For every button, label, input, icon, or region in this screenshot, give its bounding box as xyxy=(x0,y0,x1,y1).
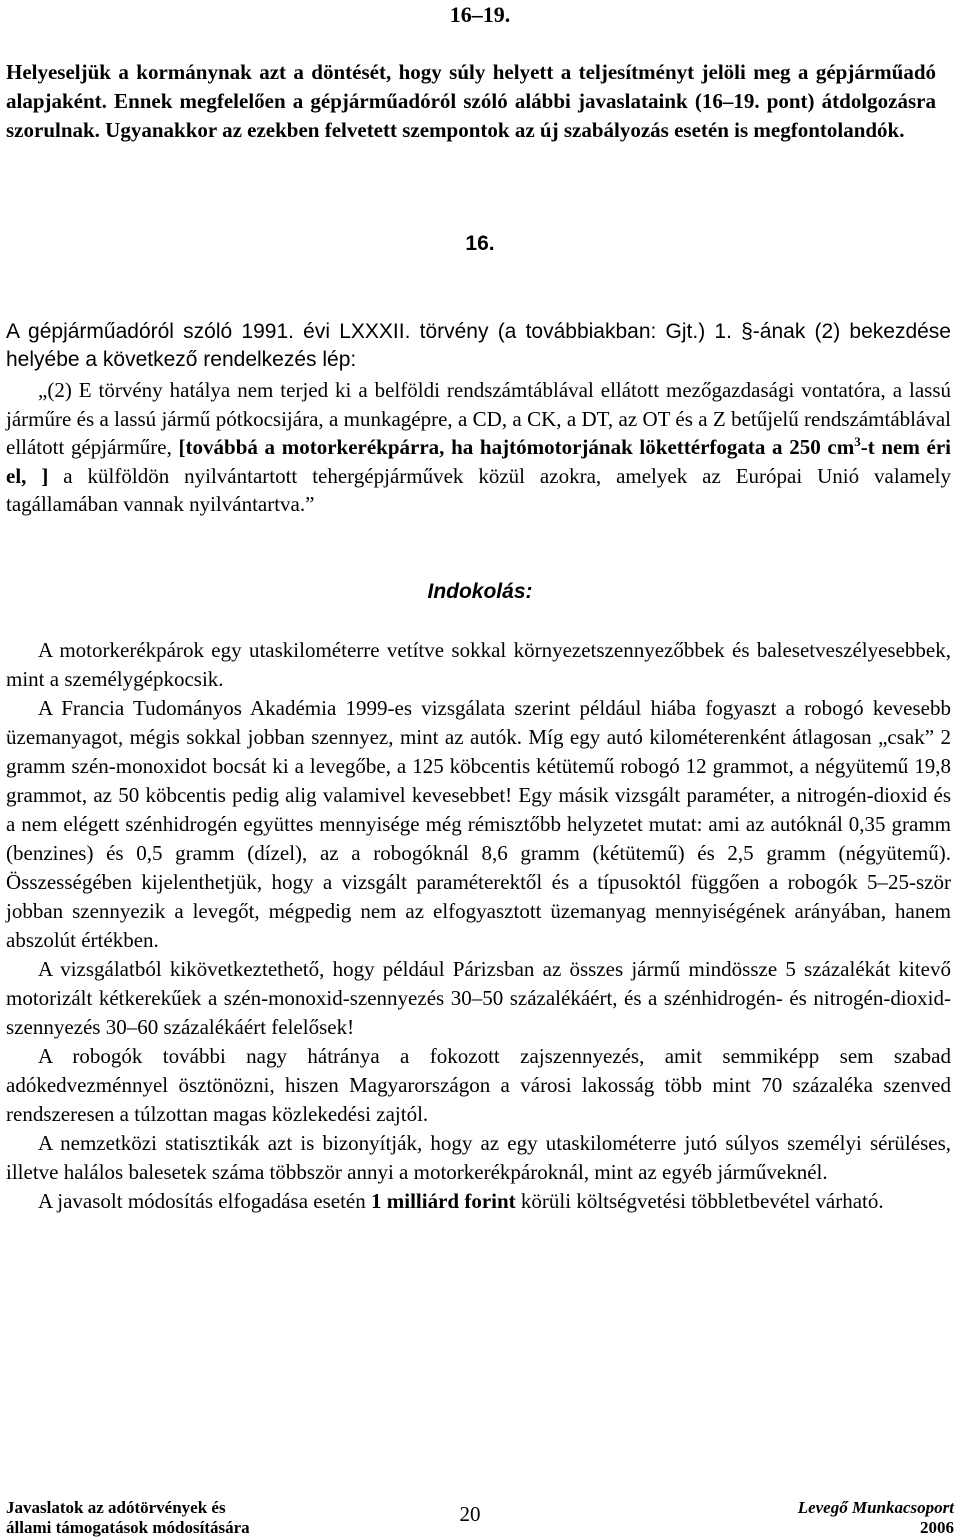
page-footer xyxy=(0,1498,960,1538)
footer-title: Javaslatok az adótörvények és állami támogatások módosítására xyxy=(6,1498,250,1537)
amount-bold: 1 milliárd forint xyxy=(371,1189,516,1213)
justification-body xyxy=(6,636,951,1216)
justification-paragraph: A Francia Tudományos Akadémia 1999-es vizsgálata szerint például hiába fogyaszt a robogó kevesebb üzemanyagot, mégis sokkal jobban szennyez, mint az autók. Míg egy autó kilométerenként átlagosan „csak” 2 gramm szén-monoxidot bocsát ki a levegőbe, a 125 köbcentis kétütemű robogó 12 grammot, a négyütemű 19,8 grammot, az 50 köbcentis pedig alig valamivel kevesebbet! Egy másik vizsgált paraméter, a nitrogén-dioxid és a nem elégett szénhidrogén együttes mennyisége még rémisztőbb helyzetet mutat: ami az autóknál 0,35 gramm (benzines) és 0,5 gramm (dízel), az a robogóknál 8,6 gramm (kétütemű) és 2,5 gramm (négyütemű). Összességében kijelenthetjük, hogy a vizsgált paraméterektől és a típusoktól függően a robogók 5–25-ször jobban szennyezik a levegőt, mégpedig nem az elfogyasztott üzemanyag mennyiségének arányában, hanem abszolút értékben. xyxy=(6,696,951,952)
amendment-paragraph xyxy=(6,376,951,519)
section-range-heading: 16–19. xyxy=(449,2,511,27)
amendment-bold-text: [továbbá a motorkerékpárra, ha hajtómotorjának lökettérfogata a 250 $cm^3-t$ nem éri el, ] xyxy=(6,434,951,488)
justification-paragraph: A vizsgálatból kikövetkeztethető, hogy például Párizsban az összes jármű mindössze 5 százalékát kitevő motorizált kétkerekűek a szén-monoxid-szennyezés 30–50 százalékáért, és a szénhidrogén- és nitrogén-dioxid-szennyezés 30–60 százalékáért felelősek! xyxy=(6,957,951,1039)
justification-heading: Indokolás: xyxy=(427,580,533,603)
justification-paragraph-last: A javasolt módosítás elfogadása esetén 1 milliárd forint körüli költségvetési többletbevétel várható. xyxy=(38,1189,884,1213)
amendment-text-part1: „(2) E törvény hatálya nem terjed ki a belföldi rendszámtáblával ellátott mezőgazdasági vontatóra, a lassú járműre és a lassú jármű pótkocsijára, a munkagépre, a CD, a CK, a DT, az OT és a Z betűjelű rendszámtáblával ellátott gépjárműre, xyxy=(6,378,951,459)
justification-paragraph: A nemzetközi statisztikák azt is bizonyítják, hogy az egy utaskilométerre jutó súlyos személyi sérüléses, illetve halálos balesetek száma többször annyi a motorkerékpároknál, mint az egyéb járműveknél. xyxy=(6,1131,951,1184)
footer-organization: Levegő Munkacsoport 2006 xyxy=(797,1498,954,1537)
intro-paragraph: Helyeseljük a kormánynak azt a döntését, hogy súly helyett a teljesítményt jelöli meg a gépjárműadó alapjaként. Ennek megfelelően a gépjárműadóról szóló alábbi javaslataink (16–19. pont) átdolgozásra szorulnak. Ugyanakkor az ezekben felvetett szempontok az új szabályozás esetén is megfontolandók. xyxy=(6,60,936,142)
justification-paragraph: A motorkerékpárok egy utaskilométerre vetítve sokkal környezetszennyezőbbek és balesetveszélyesebbek, mint a személygépkocsik. xyxy=(6,638,951,691)
section-number: 16. xyxy=(465,232,495,255)
law-reference-text: A gépjárműadóról szóló 1991. évi LXXXII. törvény (a továbbiakban: Gjt.) 1. §-ának (2) bekezdése helyébe a következő rendelkezés lép: xyxy=(6,320,951,371)
page-number: 20 xyxy=(459,1502,481,1526)
justification-paragraph: A robogók további nagy hátránya a fokozott zajszennyezés, amit semmiképp sem szabad adókedvezménnyel ösztönözni, hiszen Magyarországon a városi lakosság több mint 70 százaléka szenved rendszeresen a túlzottan magas közlekedési zajtól. xyxy=(6,1044,951,1126)
law-reference xyxy=(6,318,951,374)
amendment-text-part2: a külföldön nyilvántartott tehergépjárművek közül azokra, amelyek az Európai Unió valamely tagállamában vannak nyilvántartva.” xyxy=(6,463,952,516)
